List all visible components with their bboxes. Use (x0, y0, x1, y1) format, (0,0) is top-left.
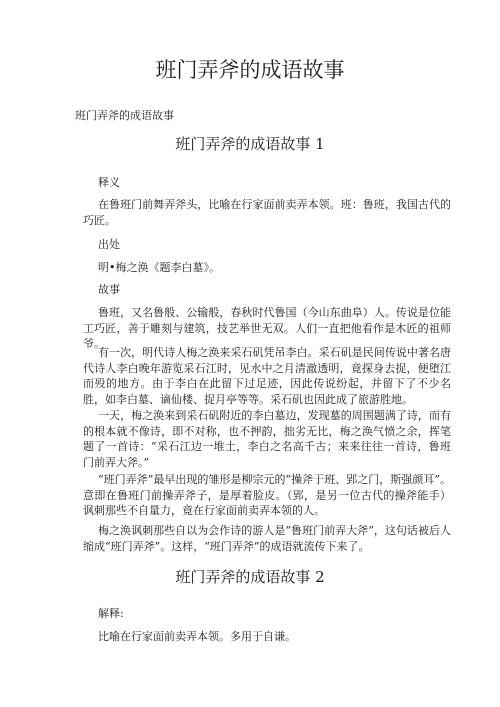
source-paragraph: 明•梅之涣《题李白墓》。 (98, 261, 220, 274)
document-title: 班门弄斧的成语故事 (155, 58, 345, 82)
story-paragraph: 鲁班，又名鲁般、公输般，春秋时代鲁国（今山东曲阜）人。传说是位能工巧匠，善于雕刻与建筑，技艺举世无双。人们一直把他看作是木匠的祖师爷。 (83, 306, 451, 350)
story-paragraph: 一天，梅之涣来到采石矶附近的李白墓边，发现墓的周围题满了诗，而有的根本就不像诗，即不对称，也不押韵，拙劣无比，梅之涣气愤之余，挥笔题了一首诗：“采石江边一堆土，李白之名高千古；来来往往一首诗，鲁班门前弄大斧。” (83, 409, 451, 469)
document-subtitle: 班门弄斧的成语故事 (75, 109, 174, 122)
meaning-paragraph: 在鲁班门前舞弄斧头，比喻在行家面前卖弄本领。班：鲁班，我国古代的巧匠。 (83, 198, 451, 227)
story-paragraph: “班门弄斧”最早出现的雏形是柳宗元的“操斧于班、郢之门，斯强颜耳”。意即在鲁班门前操弄斧子，是厚着脸皮。（郢，是另一位古代的操斧能手）讽刺那些不自量力，竟在行家面前卖弄本领的人。 (83, 473, 451, 517)
source-label: 出处 (98, 238, 120, 251)
story-label: 故事 (98, 283, 120, 296)
story-paragraph: 有一次，明代诗人梅之涣来采石矶凭吊李白。采石矶是民间传说中著名唐代诗人李白晚年游览采石江时，见水中之月清澈透明，竟探身去捉，便堕江而殁的地方。由于李白在此留下过足迹，因此传说纷起，并留下了不少名胜，如李白墓、谪仙楼、捉月亭等等。采石矶也因此成了旅游胜地。 (83, 346, 451, 406)
explain-label: 解释: (98, 607, 124, 620)
meaning-label: 释义 (98, 176, 120, 189)
story-paragraph: 梅之涣讽刺那些自以为会作诗的游人是“鲁班门前弄大斧”，这句话被后人缩成“班门弄斧”。这样，“班门弄斧”的成语就流传下来了。 (83, 524, 451, 553)
section-1-heading: 班门弄斧的成语故事 1 (175, 135, 325, 153)
section-2-heading: 班门弄斧的成语故事 2 (175, 568, 325, 586)
explain-paragraph: 比喻在行家面前卖弄本领。多用于自谦。 (98, 630, 296, 643)
